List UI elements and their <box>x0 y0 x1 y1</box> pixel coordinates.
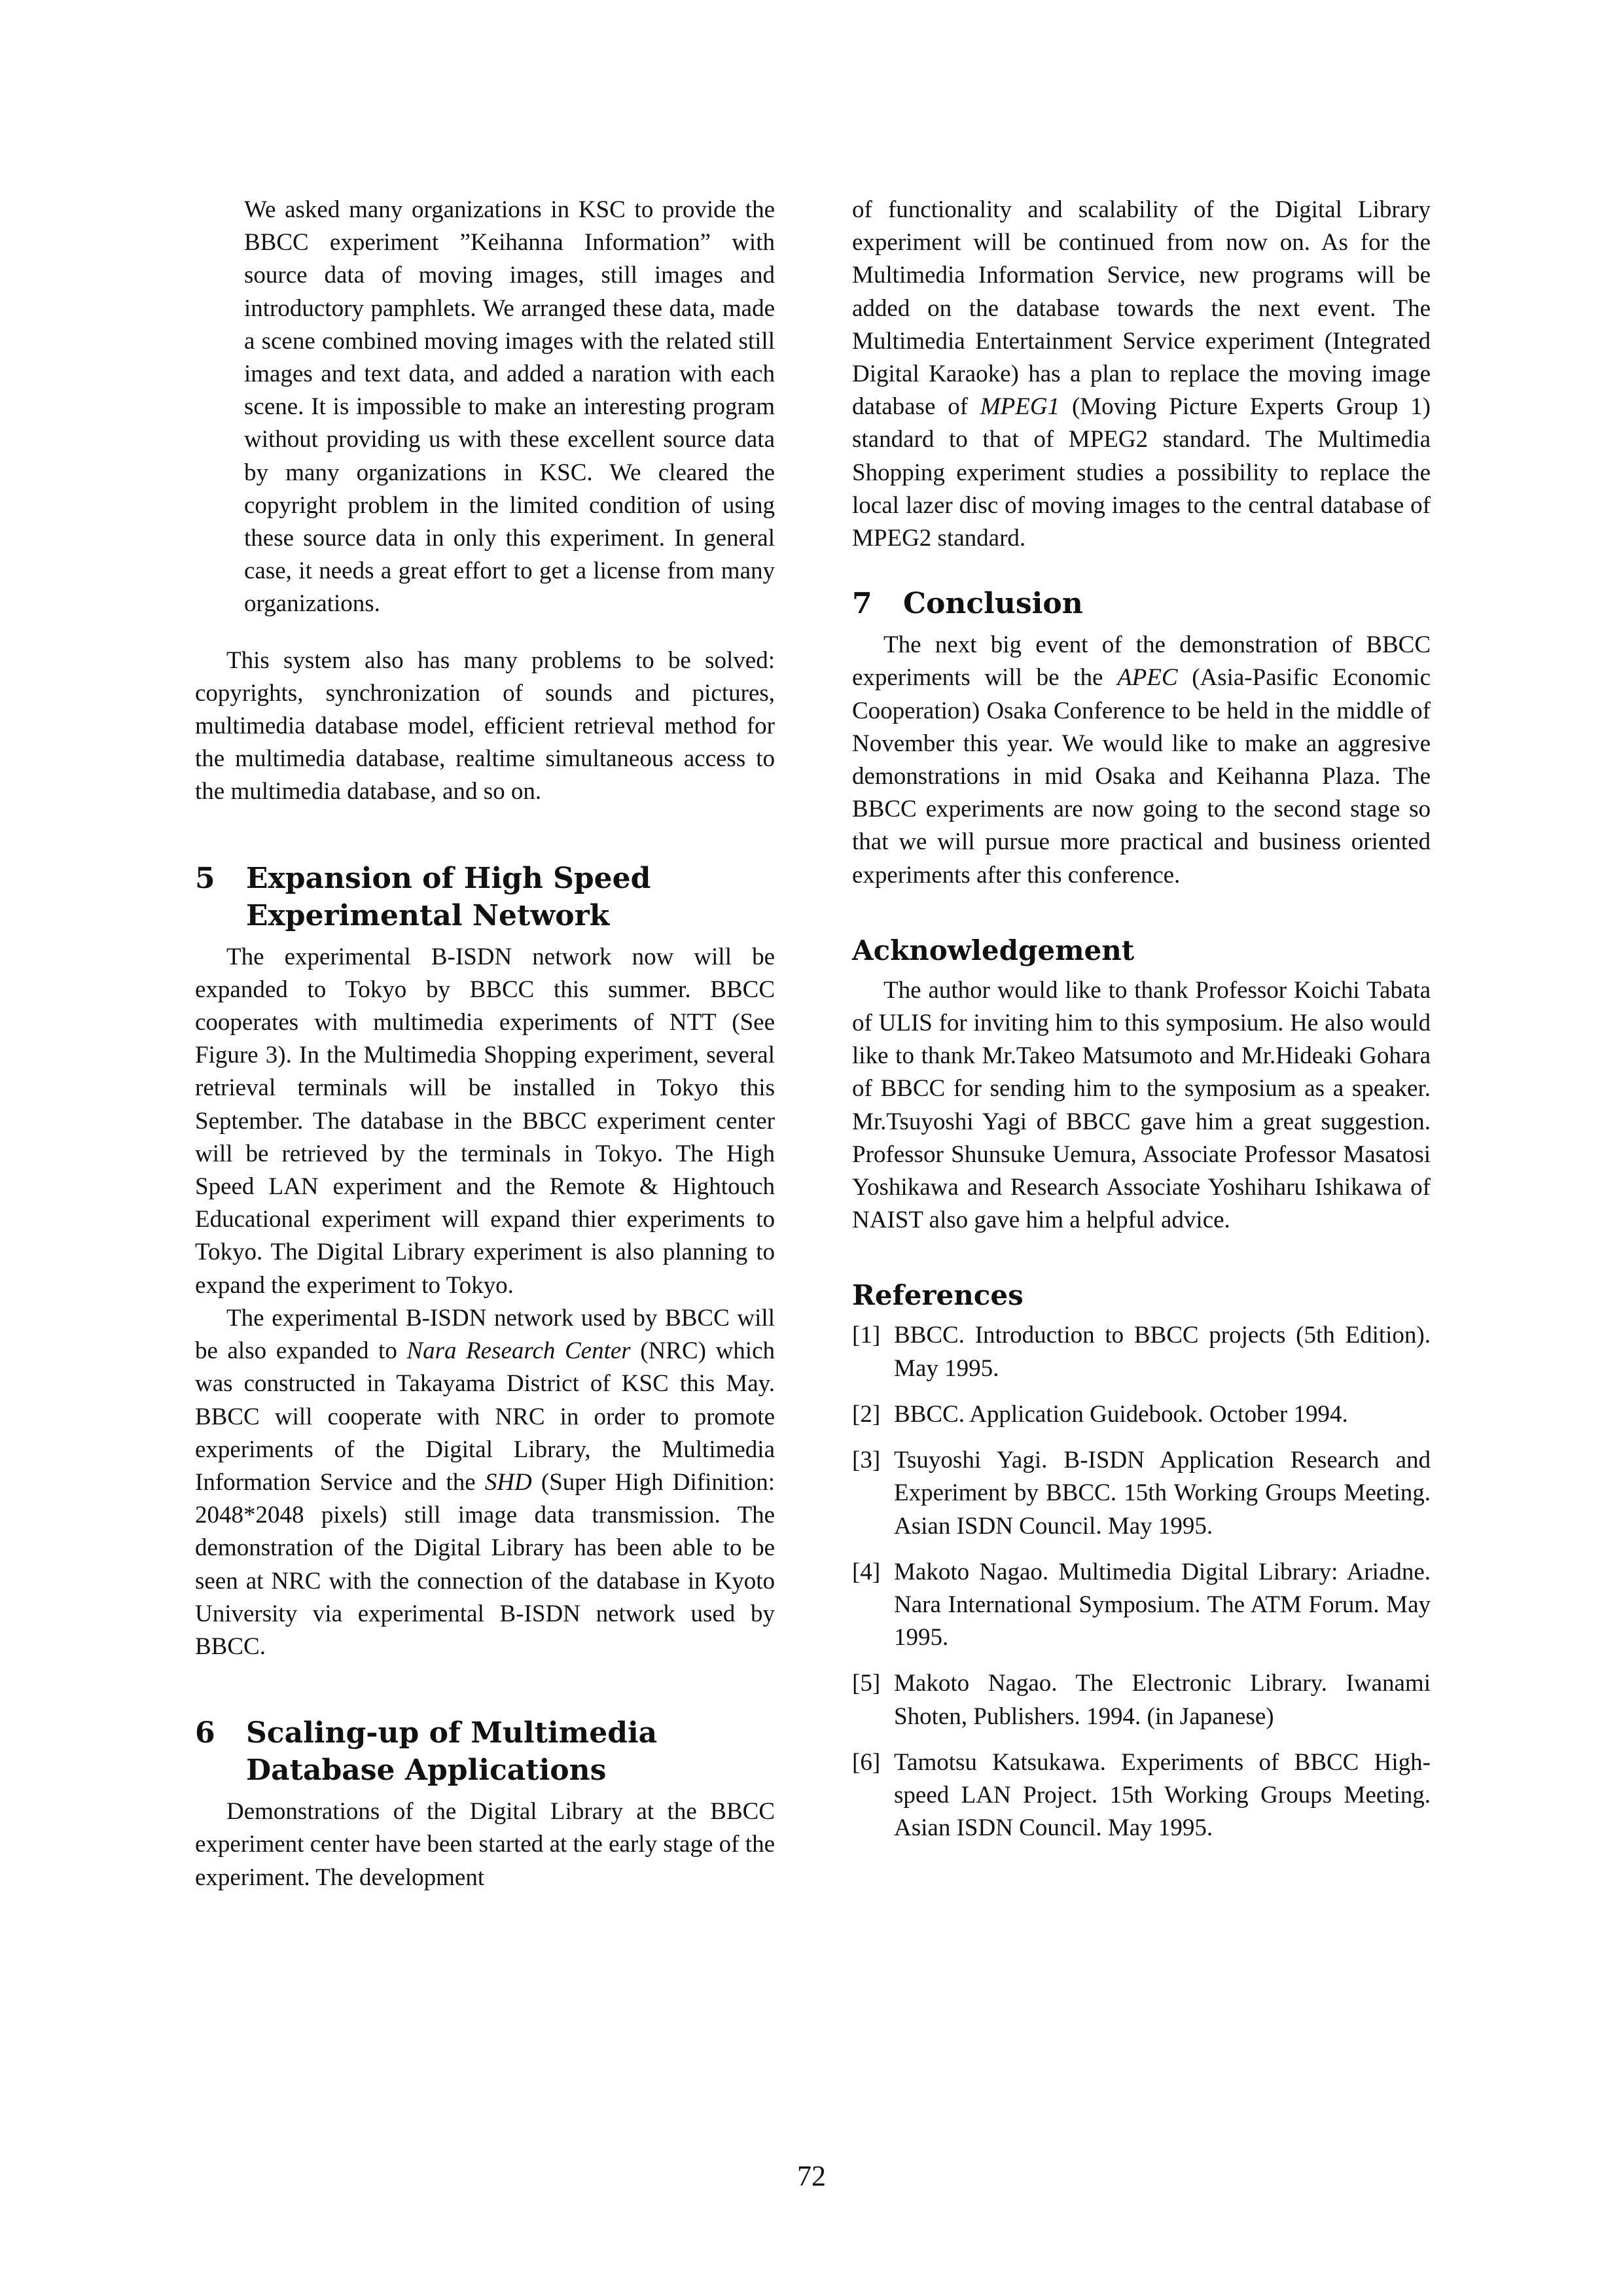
section-6-title: Scaling-up of Multimedia Database Applications <box>246 1716 658 1788</box>
section-6-heading <box>195 1714 775 1789</box>
reference-item <box>852 1319 1431 1385</box>
reference-number: [2] <box>852 1400 881 1428</box>
section-5-heading <box>195 860 775 934</box>
italic-term: SHD <box>484 1468 532 1496</box>
reference-list <box>852 1319 1431 1845</box>
references-heading: References <box>852 1279 1024 1312</box>
section-6-paragraph-1: Demonstrations of the Digital Library at the BBCC experiment center have been started at the early stage of the experiment. The development <box>195 1798 775 1891</box>
text-run: The next big event of the demonstration of BBCC experiments will be the <box>852 631 1431 692</box>
page-number: 72 <box>797 2160 826 2192</box>
acknowledgement-paragraph: The author would like to thank Professor Koichi Tabata of ULIS for inviting him to this symposium. He also would like to thank Mr.Takeo Matsumoto and Mr.Hideaki Gohara of BBCC for sending him to the symposium as a speaker. Mr.Tsuyoshi Yagi of BBCC gave him a great suggestion. Professor Shunsuke Uemura, Associate Professor Masatosi Yoshikawa and Research Associate Yoshiharu Ishikawa of NAIST also gave him a helpful advice. <box>852 976 1431 1234</box>
reference-text: BBCC. Application Guidebook. October 1994. <box>894 1400 1348 1428</box>
problems-paragraph: This system also has many problems to be solved: copyrights, synchronization of sounds and pictures, multimedia database model, efficient retrieval method for the multimedia database, realtime simultaneous access to the multimedia database, and so on. <box>195 646 775 805</box>
italic-term: APEC <box>1117 664 1178 692</box>
text-run: The experimental B-ISDN network used by BBCC will be also expanded to <box>195 1304 775 1365</box>
section-5-number: 5 <box>195 861 215 895</box>
text-run: of functionality and scalability of the Digital Library experiment will be continued from now on. As for the Multimedia Information Service, new programs will be added on the database towards the next event. The Multimedia Entertainment Service experiment (Integrated Digital Karaoke) has a plan to replace the moving image database of <box>852 196 1431 421</box>
section-7-heading <box>852 585 1431 622</box>
conclusion-paragraph <box>852 629 1431 892</box>
reference-number: [5] <box>852 1670 881 1697</box>
quoted-paragraph: We asked many organizations in KSC to provide the BBCC experiment ”Keihanna Information” with source data of moving images, still images and introductory pamphlets. We arranged these data, made a scene combined moving images with the related still images and text data, and added a naration with each scene. It is impossible to make an interesting program without providing us with these excellent source data by many organizations in KSC. We cleared the copyright problem in the limited condition of using these source data in only this experiment. In general case, it needs a great effort to get a license from many organizations. <box>244 196 775 618</box>
text-run: (NRC) which was constructed in Takayama District of KSC this May. BBCC will cooperate with NRC in order to promote experiments of the Digital Library, the Multimedia Information Service and the <box>195 1337 775 1496</box>
reference-text: Tamotsu Katsukawa. Experiments of BBCC High-speed LAN Project. 15th Working Groups Meeting. Asian ISDN Council. May 1995. <box>894 1748 1431 1842</box>
section-7-title: Conclusion <box>903 587 1083 621</box>
reference-item <box>852 1667 1431 1733</box>
reference-item <box>852 1556 1431 1655</box>
left-column <box>195 194 775 1894</box>
section-5-title: Expansion of High Speed Experimental Network <box>246 861 651 932</box>
text-run: (Moving Picture Experts Group 1) standard to that of MPEG2 standard. The Multimedia Shopping experiment studies a possibility to replace the local lazer disc of moving images to the central database of MPEG2 standard. <box>852 393 1431 552</box>
section-5-paragraph-1: The experimental B-ISDN network now will be expanded to Tokyo by BBCC this summer. BBCC cooperates with multimedia experiments of NTT (See Figure 3). In the Multimedia Shopping experiment, several retrieval terminals will be installed in Tokyo this September. The database in the BBCC experiment center will be retrieved by the terminals in Tokyo. The High Speed LAN experiment and the Remote & Hightouch Educational experiment will expand thier experiments to Tokyo. The Digital Library experiment is also planning to expand the experiment to Tokyo. <box>195 943 775 1299</box>
text-run: (Asia-Pasific Economic Cooperation) Osaka Conference to be held in the middle of November this year. We would like to make an aggresive demonstrations in mid Osaka and Keihanna Plaza. The BBCC experiments are now going to the second stage so that we will pursue more practical and business oriented experiments after this conference. <box>852 664 1431 889</box>
reference-number: [3] <box>852 1447 881 1474</box>
reference-text: Tsuyoshi Yagi. B-ISDN Application Research and Experiment by BBCC. 15th Working Groups Meeting. Asian ISDN Council. May 1995. <box>894 1447 1431 1540</box>
continued-paragraph <box>852 194 1431 555</box>
reference-item <box>852 1746 1431 1845</box>
acknowledgement-heading: Acknowledgement <box>852 934 1135 966</box>
reference-number: [4] <box>852 1558 881 1585</box>
reference-text: BBCC. Introduction to BBCC projects (5th Edition). May 1995. <box>894 1322 1431 1382</box>
reference-number: [6] <box>852 1748 881 1776</box>
reference-number: [1] <box>852 1322 881 1349</box>
italic-term: Nara Research Center <box>406 1337 631 1365</box>
text-run: (Super High Difinition: 2048*2048 pixels) still image data transmission. The demonstration of the Digital Library has been able to be seen at NRC with the connection of the database in Kyoto University via experimental B-ISDN network used by BBCC. <box>195 1468 775 1660</box>
section-7-number: 7 <box>852 587 872 621</box>
section-6-number: 6 <box>195 1716 215 1750</box>
reference-item <box>852 1398 1431 1431</box>
section-5-paragraph-2 <box>195 1302 775 1663</box>
italic-term: MPEG1 <box>980 393 1060 421</box>
reference-item <box>852 1444 1431 1543</box>
reference-text: Makoto Nagao. Multimedia Digital Library: Ariadne. Nara International Symposium. The ATM Forum. May 1995. <box>894 1558 1431 1651</box>
right-column <box>852 194 1431 1858</box>
reference-text: Makoto Nagao. The Electronic Library. Iwanami Shoten, Publishers. 1994. (in Japanese) <box>894 1670 1431 1730</box>
